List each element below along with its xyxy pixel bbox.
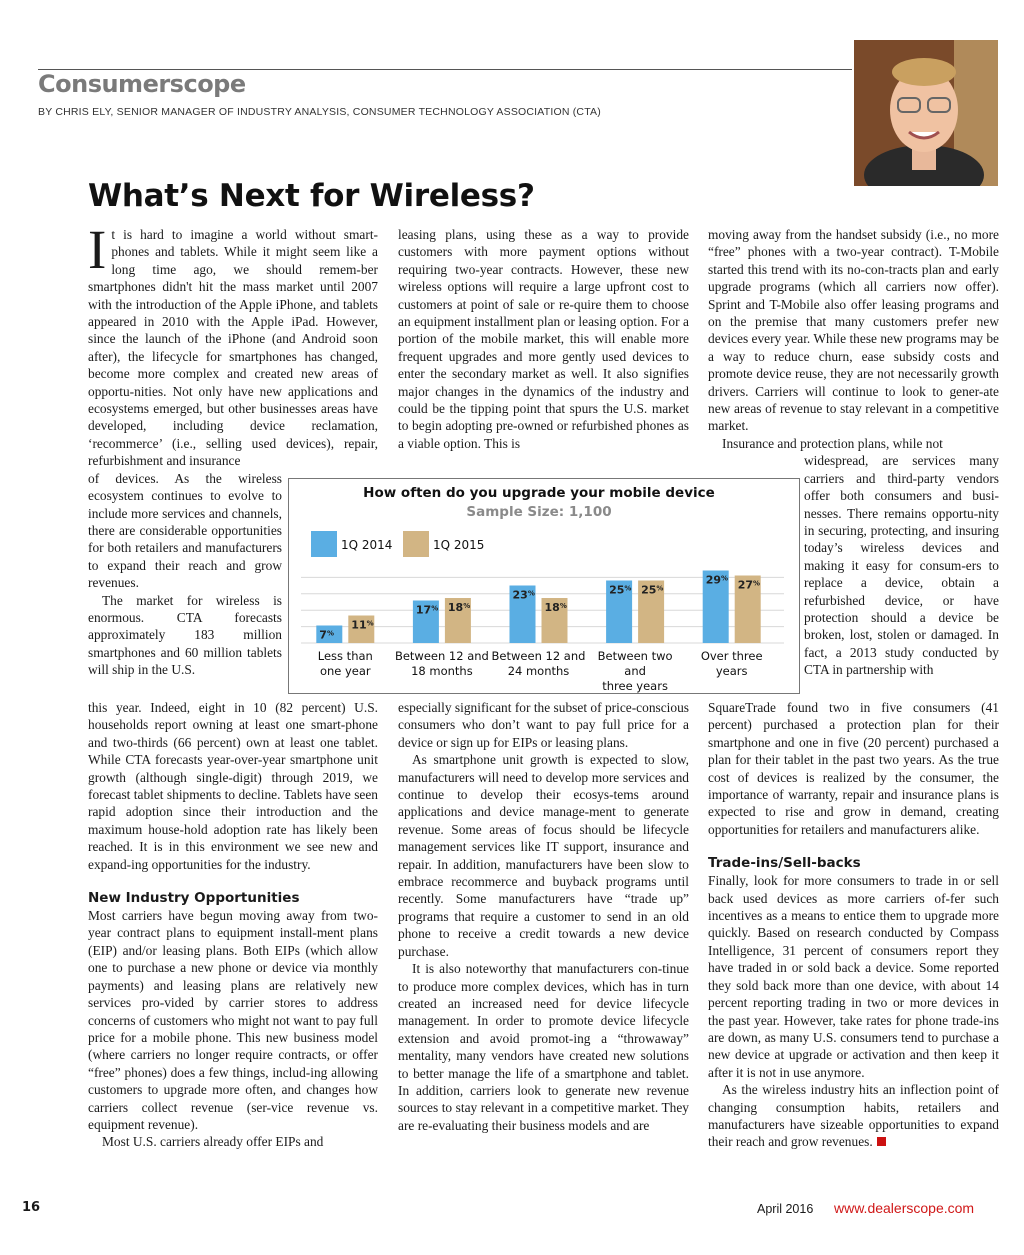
- category-label-line: Between 12 and: [491, 649, 586, 663]
- col3-paragraph-4: [708, 1081, 999, 1151]
- category-label: [489, 649, 589, 679]
- drop-cap: I: [88, 219, 107, 280]
- issue-date: April 2016: [757, 1202, 814, 1216]
- heading-new-industry-opportunities: New Industry Opportunities: [88, 890, 300, 907]
- col2-paragraph-1-cont: especially significant for the subset of price-conscious consumers who don’t want to pay full price for a device or sign up for EIPs or leasing plans.: [398, 700, 689, 750]
- chart-subtitle: Sample Size: 1,100: [466, 504, 612, 520]
- column-2: [398, 226, 689, 452]
- legend-label-2015: 1Q 2015: [433, 538, 485, 552]
- paragraph-2-narrow: The market for wireless is enormous. CTA forecasts approximately 183 million smartphones and 60 million tablets will ship in the U.S.: [88, 592, 282, 678]
- data-label: 11%: [351, 618, 374, 632]
- legend-label-2014: 1Q 2014: [341, 538, 393, 552]
- paragraph-1: [88, 219, 378, 470]
- data-label: 29%: [705, 573, 729, 587]
- column-2-lower: [398, 699, 689, 1134]
- data-label: 17%: [415, 603, 439, 617]
- category-label-line: Over three: [700, 649, 763, 663]
- data-label: 27%: [737, 578, 761, 592]
- category-label-line: Between two and: [597, 649, 673, 678]
- category-label: [585, 649, 685, 694]
- col3-paragraph-2-rest: SquareTrade found two in five consumers (41 percent) purchased a protection plan for their smartphone and one in five (20 percent) purchased a plan for their tablet in the past two years. As the true cost of devices is realized by the consumer, the importance of warranty, repair and insurance plans is expected to rise and grow in demand, creating opportunities for retailers and manufacturers alike.: [708, 700, 999, 837]
- paragraph-4: Most U.S. carriers already offer EIPs and: [102, 1134, 324, 1150]
- col3-paragraph-3: Finally, look for more consumers to trade in or sell back used devices as more carriers of-fer such incentives as a means to entice them to upgrade more quickly. Based on research conducted by Compass Intelligence, 31 percent of consumers report they have traded in or sold back a device. Some reported they sold back more than one device, with about 14 percent reporting trading in two or more devices in the past year. However, take rates for phone trade-ins are down, as many U.S. consumers tend to purchase a new device at upgrade or activation and then keep it after it is not in use anymore.: [708, 873, 999, 1080]
- col2-paragraph-1: leasing plans, using these as a way to provide customers with more payment options without requiring two-year contracts. However, these new wireless options will require a large upfront cost to customers at point of sale or re-quire them to choose an equipment installment plan or leasing option. For a portion of the mobile market, this will enable more frequent upgrades and more gently used devices to enter the secondary market as well. It also signifies major changes in the dynamics of the industry and could be the tipping point that spurs the U.S. market to begin adopting pre-owned or refurbished phones as a viable option. This is: [398, 227, 689, 451]
- author-photo: [854, 40, 998, 186]
- col3-paragraph-2-narrow: widespread, are services many carriers and third-party vendors offer both consumers and busi-nesses. There remains opportu-nity in securing, protecting, and insuring today’s wireless devices and making it easy for consum-ers to replace a device, obtain a refurbished device, or have protection should a device be broken, lost, stolen or damaged. In fact, a 2013 study conducted by CTA in partnership with: [804, 453, 999, 678]
- col2-paragraph-2: As smartphone unit growth is expected to slow, manufacturers will need to develop more services and continue to develop their ecosys-tems around applications and device manage-ment to generate revenue. Some areas of focus should be lifecycle management services like IT support, insurance and repair. In addition, manufacturers have been slow to embrace recommerce and buyback programs until recently. Some manufacturers have “trade up” programs that require a customer to send in an old phone to receive a credit towards a new device purchase.: [398, 752, 689, 959]
- byline: BY CHRIS ELY, SENIOR MANAGER OF INDUSTRY ANALYSIS, CONSUMER TECHNOLOGY ASSOCIATION (CTA): [38, 106, 601, 118]
- category-label-line: three years: [602, 679, 668, 693]
- col3-paragraph-1: moving away from the handset subsidy (i.e., no more “free” phones with a two-year contract). T-Mobile started this trend with its no-con-tracts plan and early upgrade programs (which all carriers now offer). Sprint and T-Mobile also offer leasing programs and on the premise that many customers prefer new devices every year. While these new programs may be a way to reduce churn, ease subsidy costs and promote device reuse, they are not necessarily growth drivers. Carriers will continue to look to gener-ate new areas of revenue to stay relevant in a competitive market.: [708, 227, 999, 434]
- data-label: 18%: [447, 601, 471, 614]
- chart-box: [288, 478, 800, 694]
- col2-paragraph-3: It is also noteworthy that manufacturers con-tinue to produce more complex devices, which has in turn created an increased need for device lifecycle management. In order to promote device lifecycle extension and avoid promot-ing a “throwaway” mentality, many vendors have created new solutions to better manage the life of a smartphone and tablet. In addition, carriers look to generate new revenue sources to stay relevant in a competitive market. They are re-evaluating their business models and are: [398, 961, 689, 1133]
- col3-paragraph-2-lead: Insurance and protection plans, while not: [722, 435, 943, 451]
- category-label-line: Between 12 and: [394, 649, 489, 663]
- paragraph-1-lead: t is hard to imagine a world without smart-phones and tablets. While it might seem like a long time ago, we should remem-ber smartphones didn't hit the mass market until 2007 with the introduction of the Apple iPhone, and tablets appeared in 2010 with the Apple iPad. However, since the launch of the iPhone (and Android soon after), the lifecycle for smartphones has changed, become more complex and created new areas of opportu-nities. Not only have new applications and ecosystems emerged, but other businesses areas have developed, including device reclamation, ‘recommerce’ (i.e., selling used devices), repair, refurbishment and insurance: [88, 227, 378, 469]
- chart-title: How often do you upgrade your mobile device: [363, 485, 715, 501]
- category-label: [392, 649, 492, 679]
- paragraph-1-narrow: of devices. As the wireless ecosystem continues to evolve to include more services and channels, there are considerable opportunities for both retailers and manufacturers to expand their reach and grow revenues.: [88, 470, 282, 591]
- data-label: 25%: [641, 583, 664, 597]
- category-label: [682, 649, 782, 679]
- article-title: What’s Next for Wireless?: [88, 178, 535, 214]
- category-label-line: 18 months: [411, 664, 473, 678]
- author-photo-image: [854, 40, 998, 186]
- category-label-line: one year: [319, 664, 371, 678]
- data-label: 7%: [319, 628, 334, 642]
- col3-paragraph-4-text: As the wireless industry hits an inflection point of changing consumption habits, retailers and manufacturers have sizeable opportunities to expand their reach and grow revenues.: [708, 1082, 999, 1150]
- section-title: Consumerscope: [38, 70, 246, 98]
- category-label-line: years: [715, 664, 748, 678]
- data-label: 25%: [609, 583, 632, 597]
- category-label: [295, 649, 395, 679]
- paragraph-3: Most carriers have begun moving away from two-year contract plans to equipment install-ment plans (EIP) and/or leasing plans. Both EIPs (which allow one to purchase a new phone or device via monthly payments) and leasing plans are relatively new services pro-vided by carrier stores to address concerns of customers who might not want to pay full price for a mobile phone. This new business model (where carriers no longer require contracts, or offer “free” phones) does a few things, includ-ing allowing customers to upgrade more often, and changes how carriers collect revenue (ser-vice revenue vs. equipment revenue).: [88, 908, 378, 1132]
- page-number: 16: [22, 1200, 41, 1215]
- category-label-line: 24 months: [507, 664, 570, 678]
- category-label-line: Less than: [317, 649, 373, 663]
- data-label: 23%: [512, 588, 535, 602]
- site-link[interactable]: www.dealerscope.com: [834, 1200, 975, 1216]
- data-label: 18%: [544, 601, 567, 614]
- paragraph-2-rest: this year. Indeed, eight in 10 (82 percent) U.S. households report owning at least one smart-phone and two-thirds (66 percent) own at least one tablet. While CTA forecasts year-over-year smartphone unit growth (although single-digit) through 2019, we forecast tablet shipments to decline. Tablets have seen rapid adoption since their introduction and the maximum house-hold adoption rate has likely been reached. It is in this environment we see new and expand-ing opportunities for the industry.: [88, 700, 378, 872]
- end-mark-icon: [877, 1137, 886, 1146]
- heading-trade-ins: Trade-ins/Sell-backs: [708, 855, 861, 872]
- column-3-lower: [708, 699, 999, 1151]
- column-1-lower: [88, 699, 378, 1151]
